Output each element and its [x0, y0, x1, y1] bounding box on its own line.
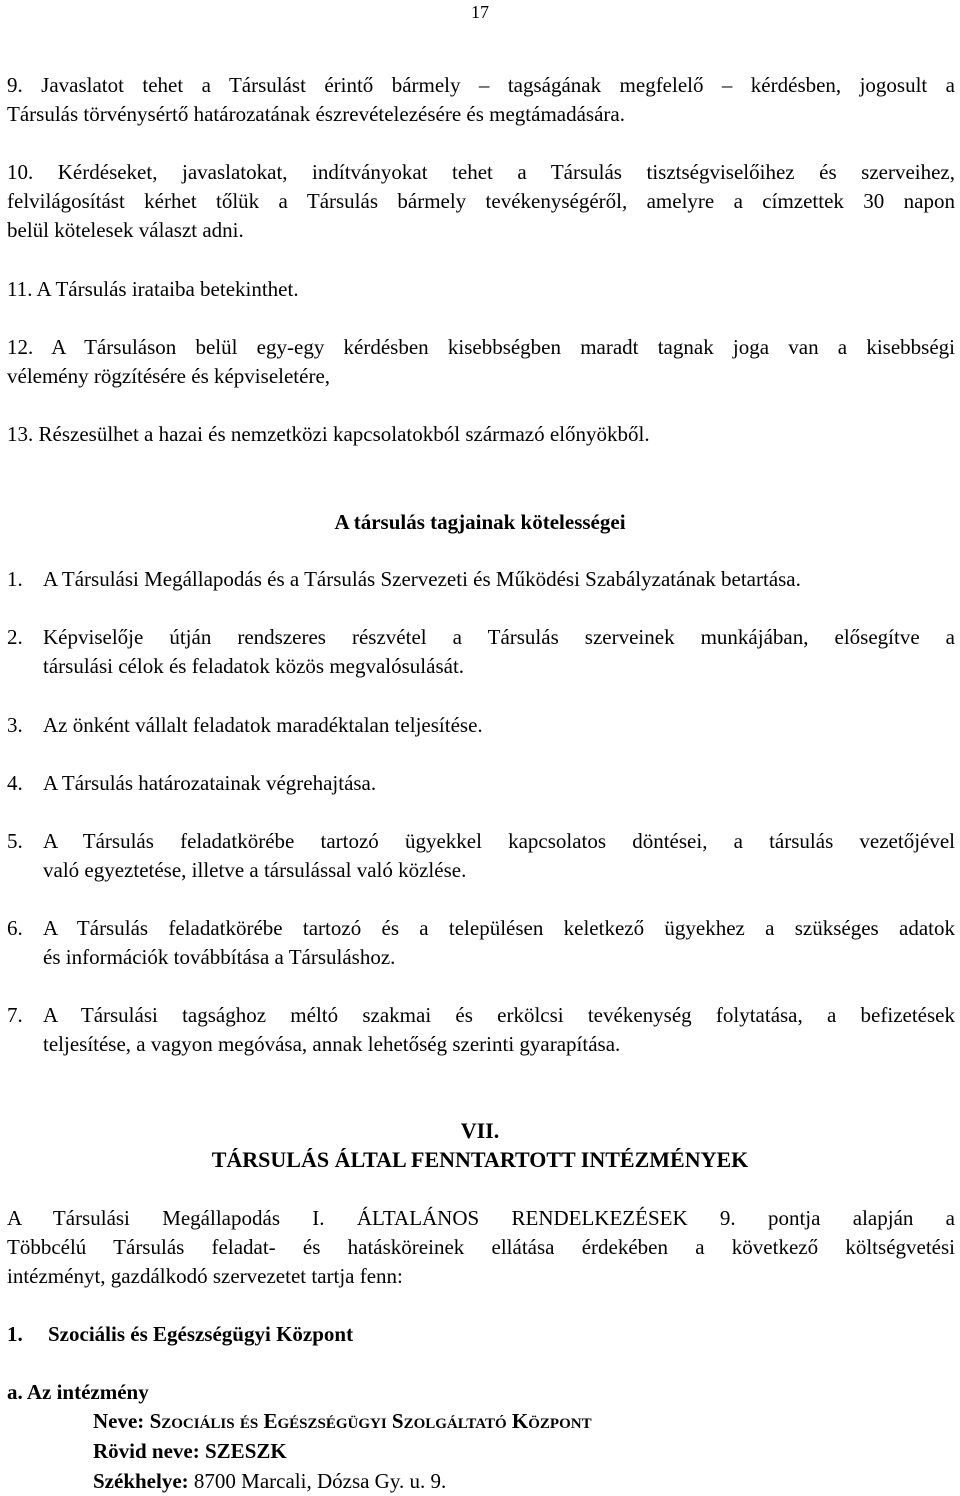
list-text: A Társulási Megállapodás és a Társulás Szervezeti és Működési Szabályzatának betartása.: [43, 567, 801, 591]
subsection-a-heading: [7, 1378, 955, 1407]
subsection-title: a. Az intézmény: [7, 1380, 149, 1404]
rights-item-10: [7, 158, 955, 245]
list-text-continued: és információk továbbítása a Társuláshoz.: [43, 945, 396, 969]
name-value: Szociális és Egészségügyi Szolgáltató Központ: [149, 1409, 592, 1433]
page-number: 17: [471, 2, 489, 22]
list-text: A Társulás határozatainak végrehajtása.: [43, 771, 377, 795]
paragraph-line: intézményt, gazdálkodó szervezetet tartja fenn:: [7, 1264, 403, 1288]
paragraph-line: 13. Részesülhet a hazai és nemzetközi kapcsolatokból származó előnyökből.: [7, 422, 650, 446]
list-number: 4.: [7, 771, 23, 795]
section-title: Szociális és Egészségügyi Központ: [48, 1322, 354, 1346]
duties-heading: A társulás tagjainak kötelességei: [334, 510, 626, 534]
list-number: 1.: [7, 567, 23, 591]
list-text: A Társulás feladatkörébe tartozó és a településen keletkező ügyekhez a szükséges adatok: [43, 916, 955, 940]
chapter-intro: [7, 1204, 955, 1291]
list-text-continued: teljesítése, a vagyon megóvása, annak lehetőség szerinti gyarapítása.: [43, 1032, 621, 1056]
list-number: 5.: [7, 829, 23, 853]
paragraph-line: 12. A Társuláson belül egy-egy kérdésben kisebbségben maradt tagnak joga van a kisebbségi: [7, 335, 955, 359]
list-number: 2.: [7, 625, 23, 649]
paragraph-line: Társulás törvénysértő határozatának észrevételezésére és megtámadására.: [7, 102, 625, 126]
seat-value: 8700 Marcali, Dózsa Gy. u. 9.: [193, 1469, 447, 1493]
list-text: Képviselője útján rendszeres részvétel a Társulás szerveinek munkájában, elősegítve a: [43, 625, 955, 649]
duty-item-1: [7, 565, 955, 594]
list-text: A Társulási tagsághoz méltó szakmai és erkölcsi tevékenység folytatása, a befizetések: [43, 1003, 955, 1027]
paragraph-line: 9. Javaslatot tehet a Társulást érintő bármely – tagságának megfelelő – kérdésben, jogosult a: [7, 73, 955, 97]
paragraph-line: vélemény rögzítésére és képviseletére,: [7, 364, 331, 388]
list-number: 7.: [7, 1003, 23, 1027]
paragraph-line: A Társulási Megállapodás I. ÁLTALÁNOS RENDELKEZÉSEK 9. pontja alapján a: [7, 1206, 955, 1230]
list-text-continued: való egyeztetése, illetve a társulással való közlése.: [43, 858, 467, 882]
short-name-label: Rövid neve:: [93, 1439, 205, 1463]
paragraph-line: felvilágosítást kérhet tőlük a Társulás bármely tevékenységéről, amelyre a címzettek 30 napon: [7, 189, 955, 213]
paragraph-line: belül kötelesek választ adni.: [7, 218, 244, 242]
duty-item-3: [7, 711, 955, 740]
duty-item-6: [7, 914, 955, 972]
list-text: Az önként vállalt feladatok maradéktalan teljesítése.: [43, 713, 483, 737]
list-number: 6.: [7, 916, 23, 940]
institution-details: [93, 1406, 592, 1496]
duty-item-7: [7, 1001, 955, 1059]
institution-short-name-row: [93, 1436, 592, 1466]
paragraph-line: 10. Kérdéseket, javaslatokat, indítványokat tehet a Társulás tisztségviselőihez és szerveihez,: [7, 160, 955, 184]
section-number: 1.: [7, 1322, 23, 1346]
rights-item-13: [7, 420, 955, 449]
paragraph-line: 11. A Társulás irataiba betekinthet.: [7, 277, 299, 301]
list-text: A Társulás feladatkörébe tartozó ügyekkel kapcsolatos döntései, a társulás vezetőjével: [43, 829, 955, 853]
duty-item-2: [7, 623, 955, 681]
short-name-value: SZESZK: [205, 1439, 287, 1463]
chapter-number: VII.: [460, 1118, 500, 1143]
paragraph-line: Többcélú Társulás feladat- és hatásköreinek ellátása érdekében a következő költségvetési: [7, 1235, 955, 1259]
duty-item-4: [7, 769, 955, 798]
seat-label: Székhelye:: [93, 1469, 194, 1493]
rights-item-11: [7, 275, 955, 304]
institution-name-row: [93, 1406, 592, 1436]
rights-item-9: [7, 71, 955, 129]
rights-item-12: [7, 333, 955, 391]
chapter-title: TÁRSULÁS ÁLTAL FENNTARTOTT INTÉZMÉNYEK: [211, 1147, 749, 1172]
name-label: Neve:: [93, 1409, 150, 1433]
section-1-heading: [7, 1320, 955, 1349]
list-text-continued: társulási célok és feladatok közös megvalósulását.: [43, 654, 465, 678]
duty-item-5: [7, 827, 955, 885]
list-number: 3.: [7, 713, 23, 737]
